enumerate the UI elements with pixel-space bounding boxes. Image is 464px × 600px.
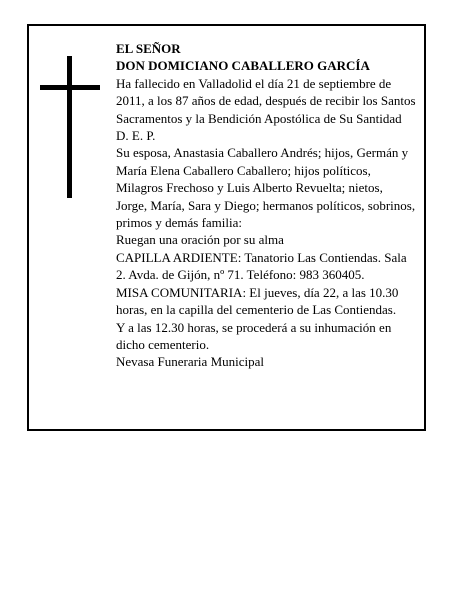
deceased-name: DON DOMICIANO CABALLERO GARCÍA [116,58,370,74]
chapel-info: CAPILLA ARDIENTE: Tanatorio Las Contiendas. Sala 2. Avda. de Gijón, nº 71. Teléfono: 983 360405. [116,249,407,283]
cross-vertical-bar [67,56,72,198]
cross-horizontal-bar [40,85,100,90]
funeral-home: Nevasa Funeraria Municipal [116,354,265,370]
obituary-notice [27,24,426,431]
cross-icon [40,56,100,198]
obituary-text [116,40,416,371]
prayer-request: Ruegan una oración por su alma [116,232,284,248]
death-notice: Ha fallecido en Valladolid el día 21 de septiembre de 2011, a los 87 años de edad, después de recibir los Santos Sacramentos y la Bendición Apostólica de Su Santidad [116,75,416,126]
obituary-title: EL SEÑOR [116,41,181,56]
rest-in-peace: D. E. P. [116,128,156,144]
family-members: Su esposa, Anastasia Caballero Andrés; hijos, Germán y María Elena Caballero Caballero; hijos políticos, Milagros Frechoso y Luis Alberto Revuelta; nietos, Jorge, María, Sara y Diego; hermanos políticos, sobrinos, primos y demás familia: [116,145,416,231]
burial-info: Y a las 12.30 horas, se procederá a su inhumación en dicho cementerio. [116,319,392,352]
mass-info: MISA COMUNITARIA: El jueves, día 22, a las 10.30 horas, en la capilla del cementerio de Las Contiendas. [116,284,399,318]
